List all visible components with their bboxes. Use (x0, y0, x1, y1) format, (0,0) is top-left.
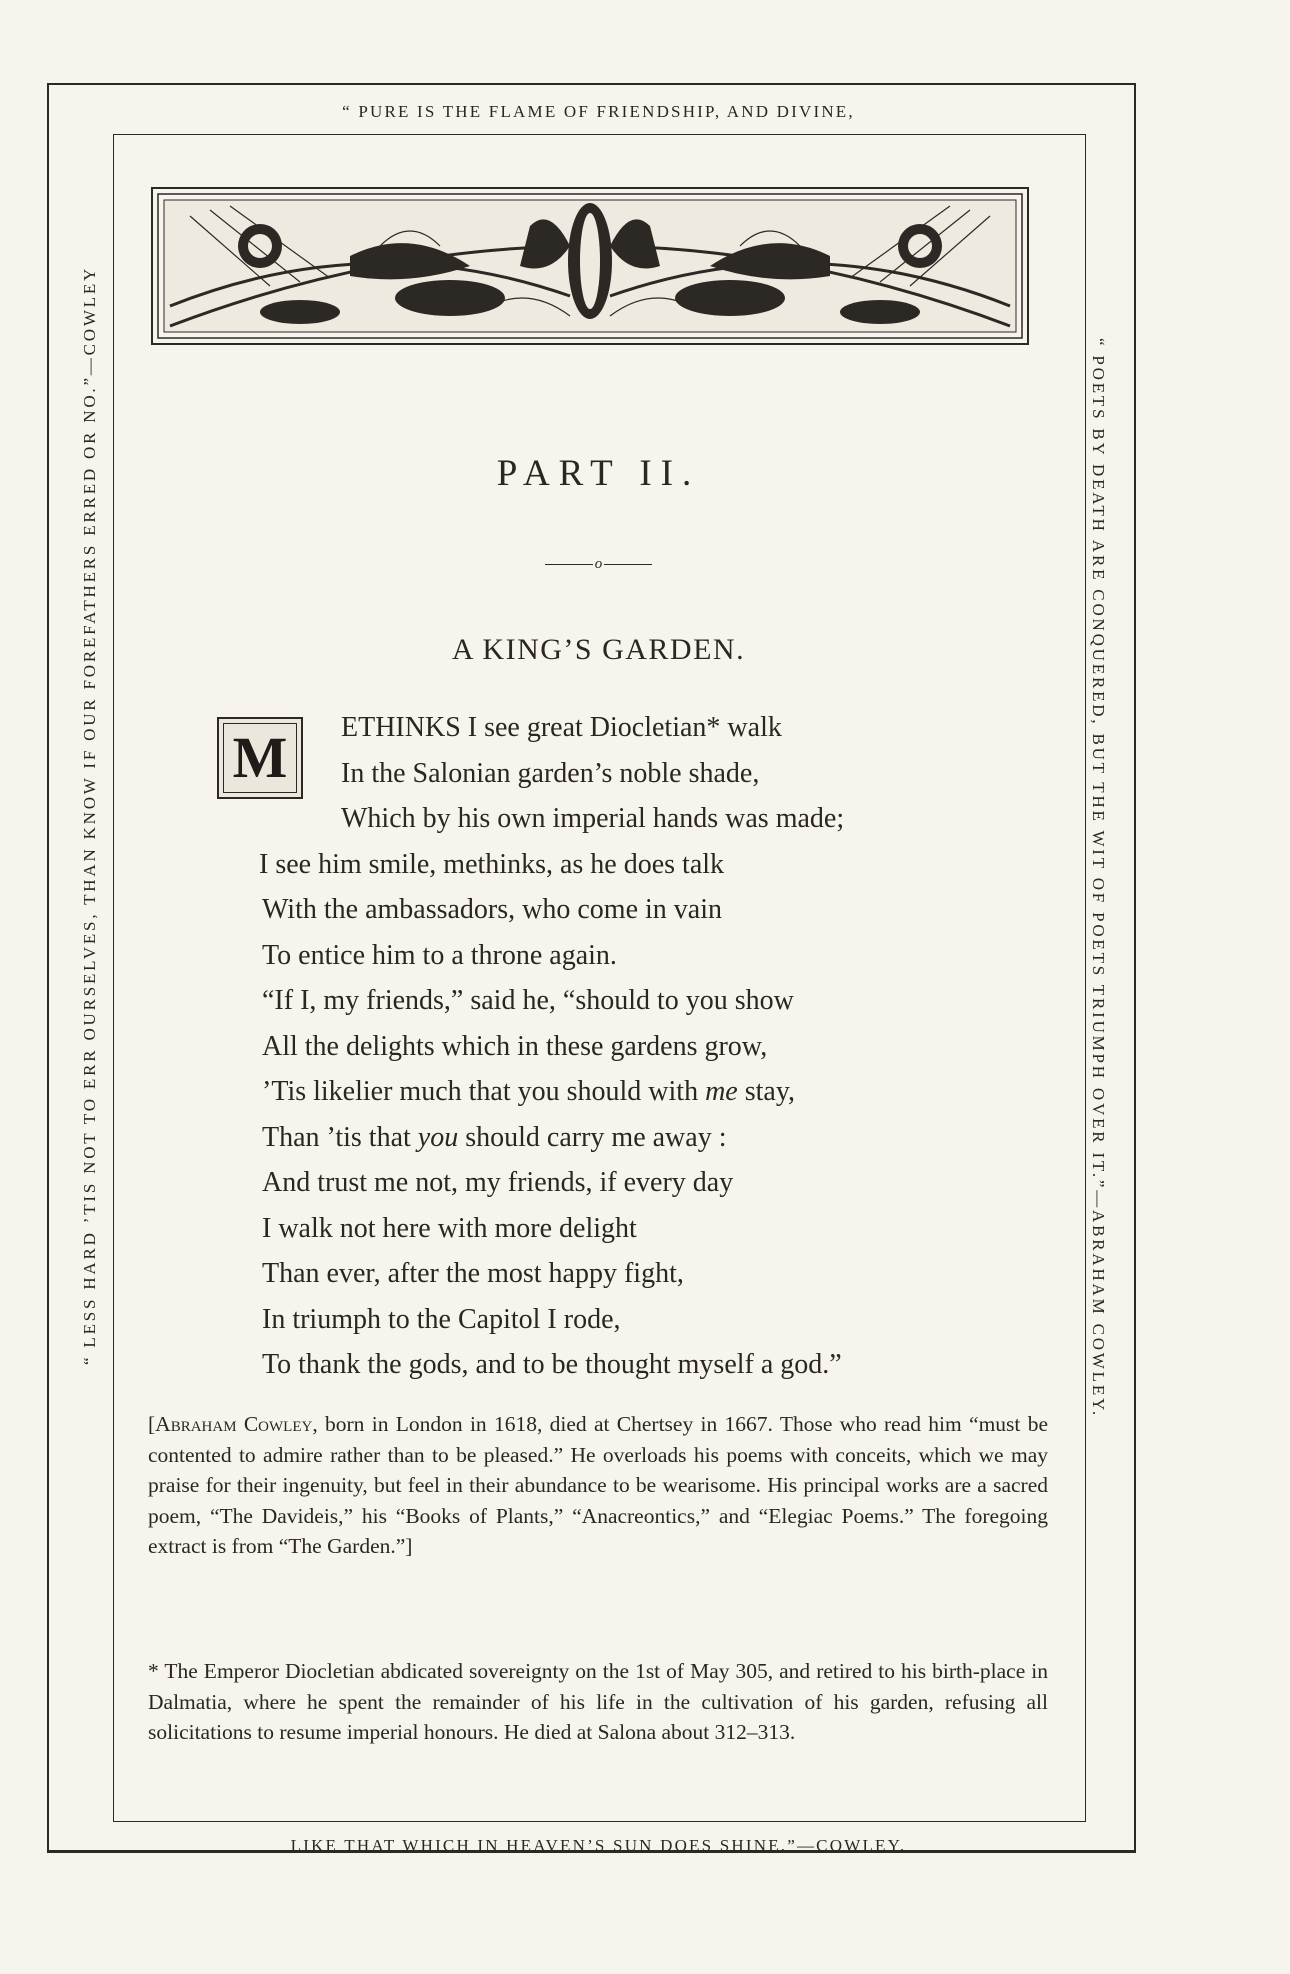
poem-line: Which by his own imperial hands was made; (341, 803, 845, 834)
poem-line: I walk not here with more delight (262, 1212, 637, 1244)
part-title: PART II. (496, 453, 701, 494)
biographical-note: [Abraham Cowley, born in London in 1618, died at Chertsey in 1667. Those who read him “must be contented to admire rather than to be pleased.” He overloads his poems with conceits, which we may praise for their ingenuity, but feel in their abundance to be wearisome. His principal works are a sacred poem, “The Davideis,” his “Books of Plants,” “Anacreontics,” and “Elegiac Poems.” The foregoing extract is from “The Garden.”] (148, 1412, 1048, 1558)
poem-line: “If I, my friends,” said he, “should to you show (262, 985, 794, 1016)
emphasis-me: me (705, 1076, 738, 1107)
poem-line: To entice him to a throne again. (262, 939, 617, 971)
poem-line-tail: stay, (737, 1076, 796, 1107)
poem-line-tail: should carry me away : (458, 1121, 727, 1153)
poem-line-text: ’Tis likelier much that you should with (262, 1076, 699, 1107)
poem-line (262, 1069, 844, 1115)
poem-line-text: Than ’tis that (262, 1121, 411, 1153)
poem-line: To thank the gods, and to be thought myself a god.” (262, 1349, 842, 1380)
poem-line: ETHINKS I see great Diocletian* walk (341, 712, 782, 743)
separator-mark: o (594, 555, 603, 572)
motto-bottom: LIKE THAT WHICH IN HEAVEN’S SUN DOES SHINE.”—COWLEY. (290, 1836, 907, 1855)
ornamental-headpiece (150, 186, 1030, 346)
motto-right: “ POETS BY DEATH ARE CONQUERED, BUT THE WIT OF POETS TRIUMPH OVER IT.”—ABRAHAM COWLEY. (1089, 338, 1108, 1418)
poem-body (259, 705, 845, 1388)
poem-line: With the ambassadors, who come in vain (262, 894, 722, 925)
poem-title: A KING’S GARDEN. (451, 633, 746, 666)
poem-line: And trust me not, my friends, if every day (262, 1167, 734, 1198)
title-separator (113, 555, 1084, 573)
poem-line: In the Salonian garden’s noble shade, (341, 757, 760, 789)
emphasis-you: you (417, 1121, 459, 1153)
poem-line (262, 1115, 844, 1161)
poem-line: I see him smile, methinks, as he does talk (259, 848, 725, 880)
motto-left: “ LESS HARD ’TIS NOT TO ERR OURSELVES, THAN KNOW IF OUR FOREFATHERS ERRED OR NO.”—COWLEY (80, 265, 99, 1365)
footnote: * The Emperor Diocletian abdicated sovereignty on the 1st of May 305, and retired to his birth-place in Dalmatia, where he spent the remainder of his life in the cultivation of his garden, refusing all solicitations to resume imperial honours. He died at Salona about 312–313. (148, 1659, 1048, 1744)
poem-line: Than ever, after the most happy fight, (262, 1258, 684, 1289)
biographical-note-text: , born in London in 1618, died at Chertsey in 1667. Those who read him “must be contented to admire rather than to be pleased.” He overloads his poems with conceits, which we may praise for their ingenuity, but feel in their abundance to be wearisome. His principal works are a sacred poem, “The Davideis,” his “Books of Plants,” “Anacreontics,” and “Elegiac Poems.” The foregoing extract is from “The Garden.”] (148, 1412, 1048, 1558)
motto-top: “ PURE IS THE FLAME OF FRIENDSHIP, AND DIVINE, (342, 102, 855, 121)
poem-line: All the delights which in these gardens grow, (262, 1030, 768, 1062)
author-name: Abraham Cowley (155, 1412, 313, 1436)
poem-line: In triumph to the Capitol I rode, (262, 1303, 621, 1335)
drop-cap-letter: M (223, 723, 297, 793)
